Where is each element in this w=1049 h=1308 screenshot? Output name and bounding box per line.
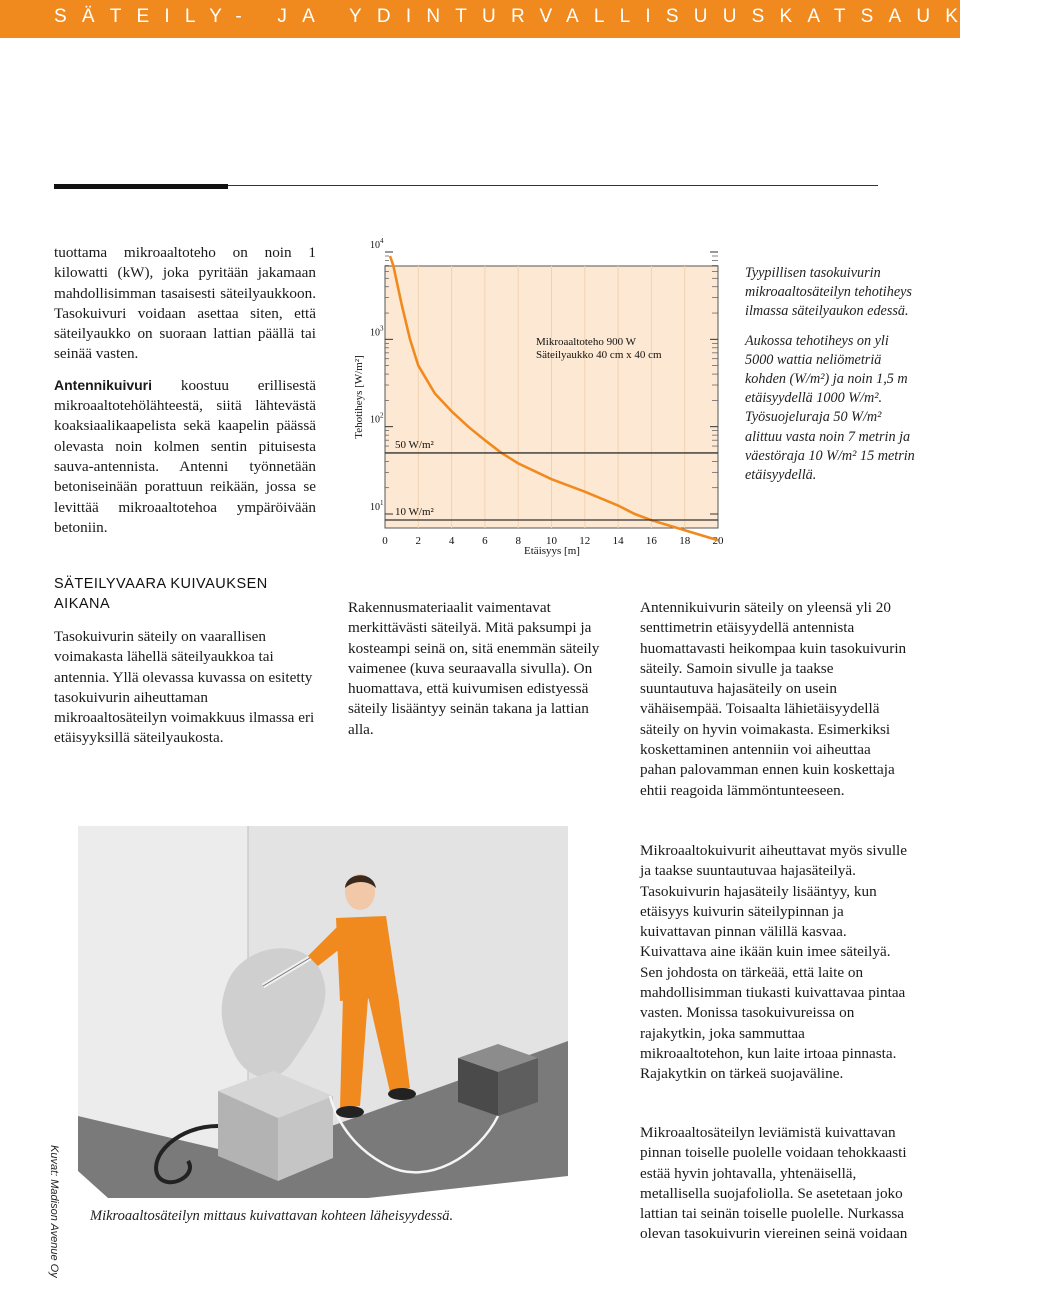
x-tick-label: 8 bbox=[515, 535, 521, 547]
y-tick-label: $10^1$ bbox=[370, 499, 384, 513]
y-tick-exponent: 2 bbox=[380, 411, 384, 420]
paragraph-text: koostuu erillisestä mikroaaltotehölähteestä, siitä lähtevästä koaksiaalikaapelista sekä kaapelin päässä olevasta noin kolmen sentin pituisesta sauva-antennista. Antenni työnnetään betoniseinään porattuun reikään, jossa se levittää mikroaaltotehoa ympäröivään betoniin. bbox=[54, 376, 316, 536]
paragraph bbox=[54, 375, 316, 538]
x-tick-label: 4 bbox=[448, 535, 455, 547]
annotation-line-1: Mikroaaltoteho 900 W bbox=[536, 336, 636, 348]
column-right-1 bbox=[640, 598, 910, 811]
section-heading: SÄTEILYVAARA KUIVAUKSEN AIKANA bbox=[54, 576, 268, 612]
paragraph: Antennikuivurin säteily on yleensä yli 20 senttimetrin etäisyydellä antennista huomattavasti heikompaa kuin tasokuivurin säteily. Samoin sivulle ja taakse suuntautuva hajasäteily on usein vähäisempää. Toisaalta lähietäisyydellä säteily on hyvin voimakasta. Esimerkiksi koskettaminen antenniin voi aiheuttaa pahan palovamman ennen kuin koskettaja ehtii reagoida lämmöntunteeseen. bbox=[640, 599, 907, 799]
image-credit: Kuvat: Madison Avenue Oy bbox=[48, 1145, 60, 1278]
column-left-bottom bbox=[54, 627, 316, 759]
worker-shoe-left bbox=[336, 1106, 364, 1118]
threshold-label-50: 50 W/m² bbox=[395, 438, 434, 451]
column-right-2 bbox=[640, 841, 910, 1095]
chart-caption-body: Aukossa tehotiheys on yli 5000 wattia neliömetriä kohden (W/m²) ja noin 1,5 m etäisyydellä 1000 W/m². Työsuojeluraja 50 W/m² alittuu vasta noin 7 metrin ja väestöraja 10 W/m² 15 metrin etäisyydellä. bbox=[745, 332, 915, 484]
paragraph: Mikroaaltokuivurit aiheuttavat myös sivulle ja taakse suuntautuvaa hajasäteilyä. Tasokuivurin hajasäteily lisääntyy, kun etäisyys kuivurin säteilypinnan ja kuivattavan pinnan välillä kasvaa. Kuivattava aine ikään kuin imee säteilyä. Sen johdosta on tärkeää, että laite on mahdollisimman tiukasti kuivattavaa pintaa vasten. Monissa tasokuivureissa on rajakytkin, joka sammuttaa mikroaaltotehon, kun laite irtoaa pinnasta. Rajakytkin on tärkeä suojaväline. bbox=[640, 842, 907, 1083]
figure-caption: Mikroaaltosäteilyn mittaus kuivattavan kohteen läheisyydessä. bbox=[90, 1208, 454, 1224]
x-tick-label: 12 bbox=[579, 535, 591, 547]
annotation-line-2: Säteilyaukko 40 cm x 40 cm bbox=[536, 349, 662, 361]
section-rule-thin bbox=[228, 185, 878, 186]
chart-caption bbox=[745, 264, 915, 495]
threshold-label-10: 10 W/m² bbox=[395, 506, 434, 518]
worker-shoe-right bbox=[388, 1088, 416, 1100]
x-tick-label: 20 bbox=[712, 535, 724, 547]
y-axis-label: Tehotiheys [W/m²] bbox=[353, 355, 365, 439]
header-banner bbox=[0, 0, 1049, 38]
measurement-illustration bbox=[68, 826, 588, 1206]
y-tick-exponent: 3 bbox=[380, 324, 384, 333]
paragraph: tuottama mikroaaltoteho on noin 1 kilowatti (kW), joka pyritään jakamaan mahdollisimman tasaisesti säteilyaukkoon. Tasokuivuri voidaan asettaa siten, että säteilyaukko on suoraan lattian päällä tai seinää vasten. bbox=[54, 244, 316, 363]
chart-caption-title: Tyypillisen tasokuivurin mikroaaltosäteilyn tehotiheys ilmassa säteilyaukon edessä. bbox=[745, 265, 912, 320]
section-rule-thick bbox=[54, 184, 228, 189]
paragraph: Mikroaaltosäteilyn leviämistä kuivattavan pinnan toiselle puolelle voidaan tehokkaasti estää hyvin johtavalla, yhtenäisellä, metallisella suojafoliolla. Se asetetaan joko lattian tai seinän toiselle puolelle. Nurkassa olevan tasokuivurin viereinen seinä voidaan bbox=[640, 1124, 908, 1243]
paragraph: Rakennusmateriaalit vaimentavat merkittävästi säteilyä. Mitä paksumpi ja kosteampi seinä on, sitä enemmän säteily vaimenee (kuva seuraavalla sivulla). On huomattava, että kuivumisen edistyessä säteily lisääntyy seinän takana ja lattian alla. bbox=[348, 599, 600, 738]
column-middle bbox=[348, 598, 616, 750]
y-tick-label: $10^2$ bbox=[370, 411, 384, 426]
x-tick-label: 14 bbox=[612, 535, 624, 547]
paragraph: Tasokuivurin säteily on vaarallisen voimakasta lähellä säteilyaukkoa tai antennia. Yllä olevassa kuvassa on esitetty tasokuivurin aiheuttaman mikroaaltosäteilyn voimakkuus ilmassa eri etäisyyksillä säteilyaukosta. bbox=[54, 628, 315, 747]
x-tick-label: 10 bbox=[546, 535, 557, 547]
y-tick-label: $10^3$ bbox=[370, 324, 384, 339]
y-tick-exponent: 4 bbox=[380, 237, 384, 245]
column-right-3 bbox=[640, 1123, 910, 1255]
x-tick-label: 16 bbox=[645, 535, 657, 547]
y-tick-label: $10^4$ bbox=[370, 237, 384, 251]
x-tick-label: 18 bbox=[679, 535, 691, 547]
x-tick-label: 2 bbox=[415, 535, 422, 547]
column-left-top bbox=[54, 243, 316, 548]
term-antennikuivuri: Antennikuivuri bbox=[54, 376, 153, 393]
power-density-chart bbox=[348, 237, 728, 564]
x-tick-label: 6 bbox=[482, 535, 488, 547]
x-tick-label: 0 bbox=[382, 535, 388, 547]
x-axis-label: Etäisyys [m] bbox=[524, 545, 580, 557]
header-title: SÄTEILY- JA YDINTURVALLISUUSKATSAUKSIA bbox=[54, 6, 1049, 27]
y-tick-exponent: 1 bbox=[380, 499, 384, 507]
